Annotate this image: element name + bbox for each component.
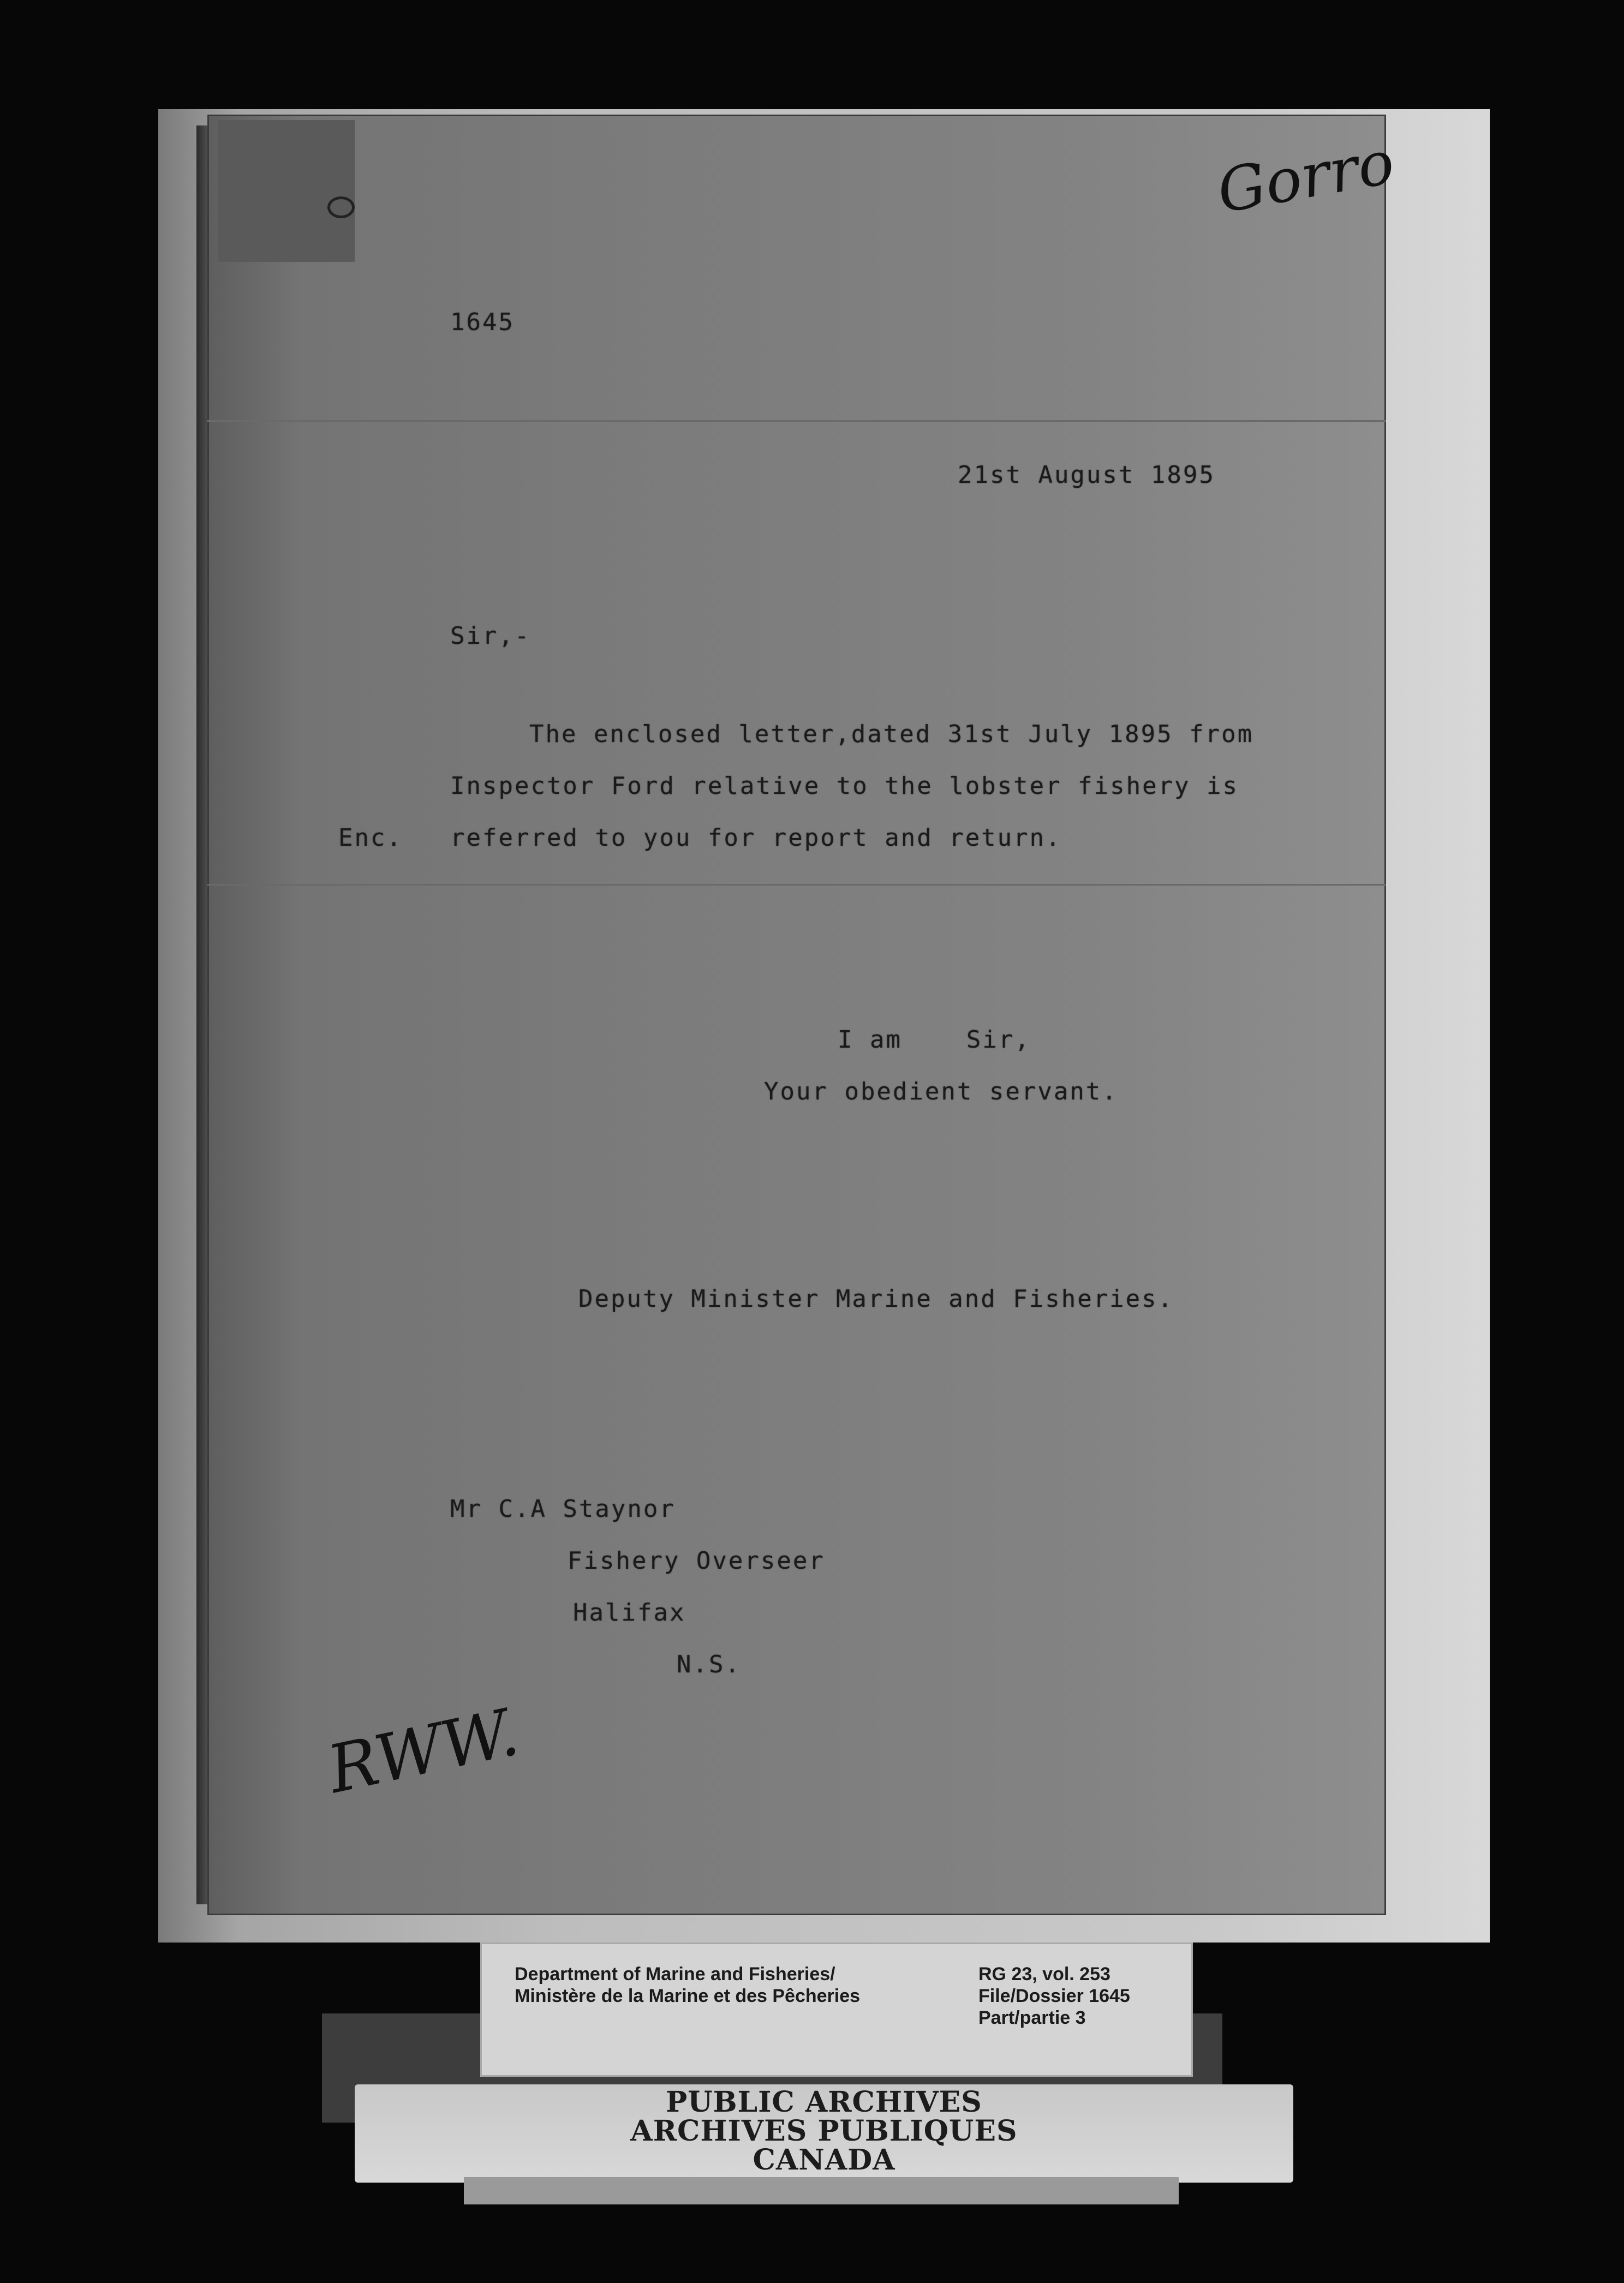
closing-line: I am Sir,: [838, 1026, 1031, 1054]
recipient-city: Halifax: [573, 1599, 686, 1627]
archives-line-fr: ARCHIVES PUBLIQUES: [630, 2114, 1018, 2148]
archive-reference-label: [480, 1943, 1193, 2077]
strip-shadow: [464, 2177, 1179, 2204]
file-number: 1645: [450, 308, 515, 336]
part-partie: Part/partie 3: [978, 2007, 1086, 2028]
record-group: RG 23, vol. 253: [978, 1964, 1110, 1985]
handwritten-initials: RWW.: [321, 1694, 526, 1809]
body-line: Inspector Ford relative to the lobster fishery is: [450, 772, 1239, 800]
archives-stamp-strip: [355, 2084, 1293, 2183]
ink-scribble: [327, 196, 355, 218]
ruled-line: [207, 884, 1386, 886]
body-line: The enclosed letter,dated 31st July 1895 from: [529, 720, 1254, 748]
file-dossier: File/Dossier 1645: [978, 1986, 1130, 2006]
enclosure-marker: Enc.: [338, 824, 403, 852]
body-line: referred to you for report and return.: [450, 824, 1062, 852]
letter-sheet: [207, 115, 1386, 1915]
recipient-province: N.S.: [677, 1651, 741, 1678]
ruled-line: [207, 420, 1386, 422]
closing-line: Your obedient servant.: [764, 1078, 1118, 1105]
letter-date: 21st August 1895: [958, 461, 1215, 489]
department-french: Ministère de la Marine et des Pêcheries: [515, 1986, 861, 2006]
corner-stamp: [218, 120, 355, 262]
handwritten-note: Gorro: [1212, 127, 1400, 227]
archives-line-country: CANADA: [753, 2143, 895, 2177]
recipient-title: Fishery Overseer: [568, 1547, 825, 1575]
department-english: Department of Marine and Fisheries/: [515, 1964, 835, 1985]
recipient-name: Mr C.A Staynor: [450, 1495, 676, 1523]
salutation: Sir,-: [450, 622, 531, 650]
archives-line-en: PUBLIC ARCHIVES: [666, 2085, 982, 2119]
signature-title: Deputy Minister Marine and Fisheries.: [578, 1285, 1174, 1313]
